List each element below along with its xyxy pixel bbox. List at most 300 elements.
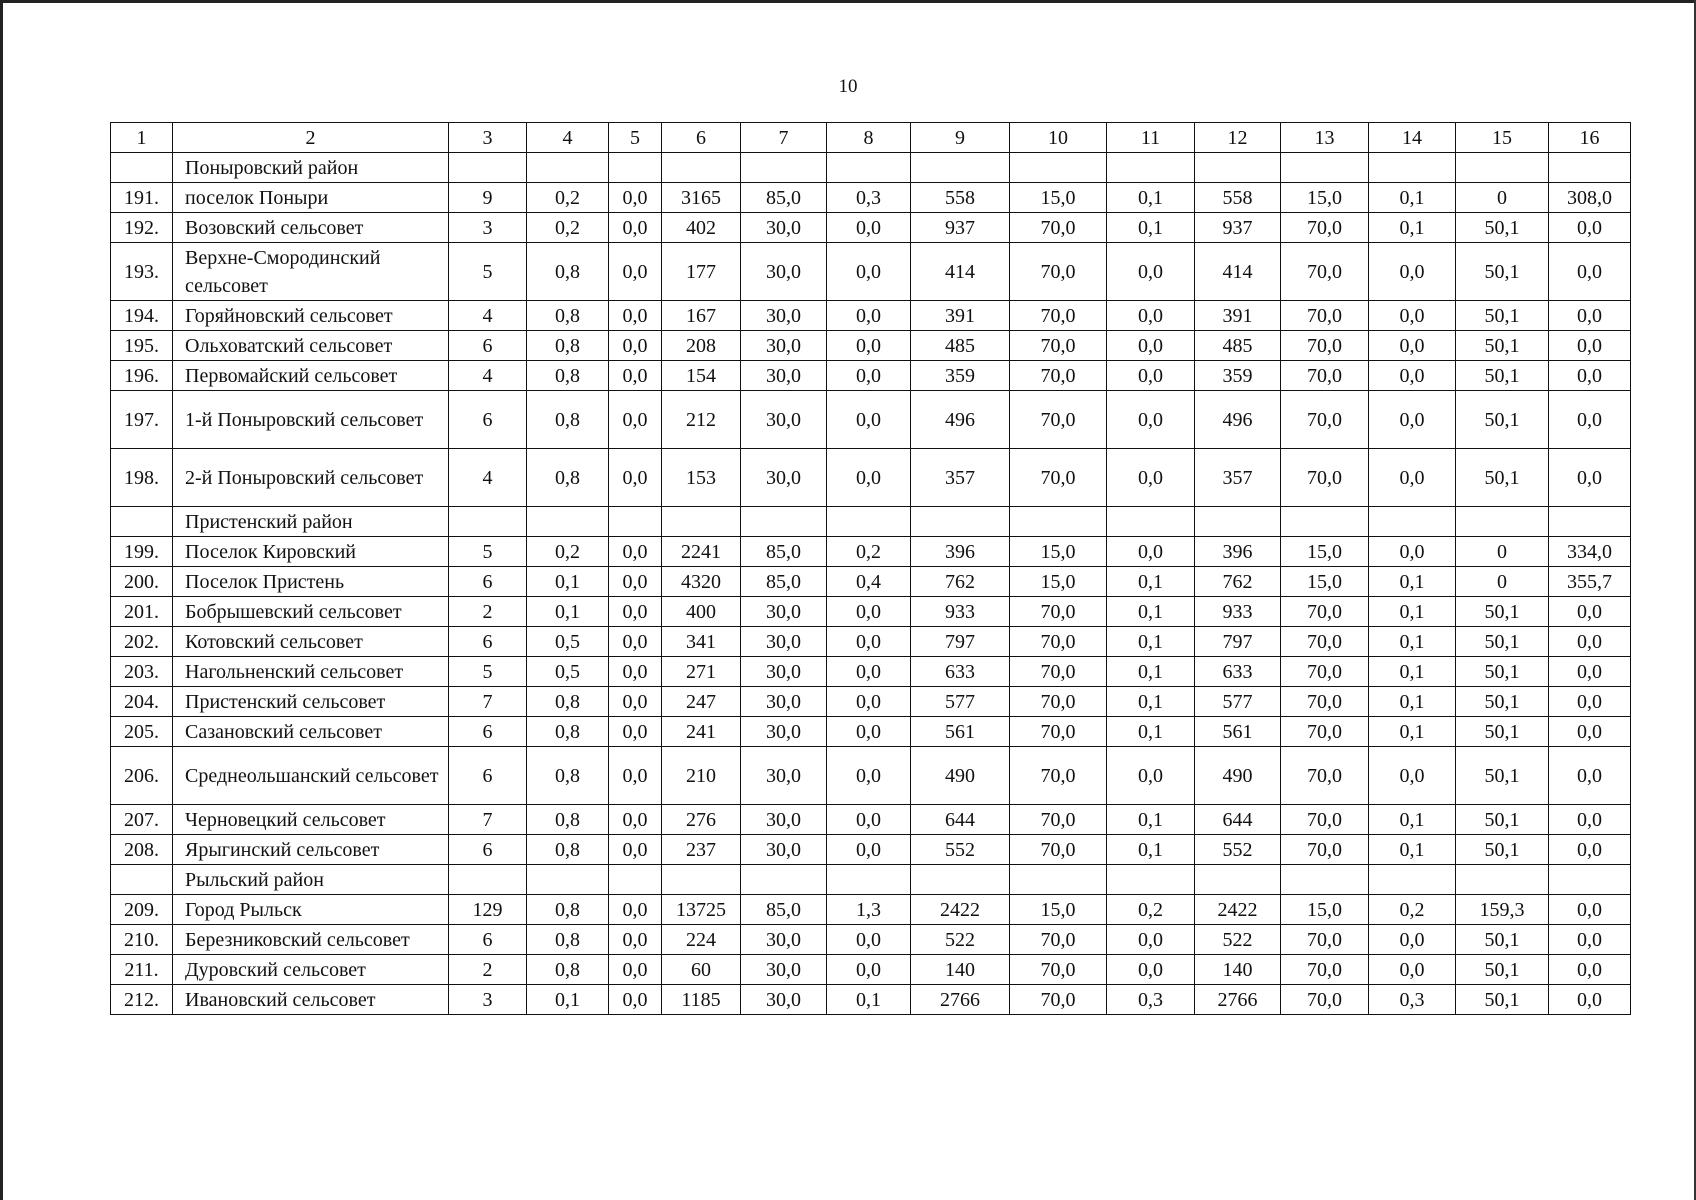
value-cell: 391 — [1195, 301, 1281, 331]
table-row — [111, 657, 1631, 687]
value-cell: 15,0 — [1281, 567, 1369, 597]
value-cell: 247 — [662, 687, 741, 717]
value-cell: 70,0 — [1010, 717, 1107, 747]
row-index-cell: 194. — [111, 301, 173, 331]
row-index-cell: 209. — [111, 895, 173, 925]
settlement-name-cell: Сазановский сельсовет — [173, 717, 449, 747]
value-cell: 30,0 — [741, 213, 827, 243]
row-index-cell: 204. — [111, 687, 173, 717]
column-number-cell: 1 — [111, 123, 173, 153]
value-cell: 496 — [1195, 391, 1281, 449]
value-cell: 70,0 — [1010, 213, 1107, 243]
empty-cell — [1195, 153, 1281, 183]
value-cell: 237 — [662, 835, 741, 865]
value-cell: 561 — [911, 717, 1010, 747]
column-number-cell: 15 — [1456, 123, 1549, 153]
value-cell: 140 — [911, 955, 1010, 985]
value-cell: 70,0 — [1281, 687, 1369, 717]
value-cell: 0,0 — [609, 243, 662, 301]
value-cell: 0,2 — [1107, 895, 1195, 925]
value-cell: 7 — [449, 687, 527, 717]
column-number-cell: 7 — [741, 123, 827, 153]
value-cell: 0,1 — [1369, 657, 1456, 687]
empty-cell — [1281, 153, 1369, 183]
value-cell: 154 — [662, 361, 741, 391]
value-cell: 50,1 — [1456, 391, 1549, 449]
value-cell: 50,1 — [1456, 597, 1549, 627]
value-cell: 0,1 — [1107, 627, 1195, 657]
empty-cell — [527, 507, 609, 537]
empty-cell — [911, 865, 1010, 895]
value-cell: 30,0 — [741, 955, 827, 985]
value-cell: 561 — [1195, 717, 1281, 747]
empty-cell — [1107, 153, 1195, 183]
value-cell: 402 — [662, 213, 741, 243]
value-cell: 30,0 — [741, 391, 827, 449]
column-number-cell: 12 — [1195, 123, 1281, 153]
value-cell: 0,8 — [527, 331, 609, 361]
value-cell: 762 — [911, 567, 1010, 597]
column-number-cell: 14 — [1369, 123, 1456, 153]
value-cell: 70,0 — [1010, 361, 1107, 391]
scan-border-left — [0, 0, 3, 1200]
value-cell: 396 — [1195, 537, 1281, 567]
value-cell: 2 — [449, 597, 527, 627]
value-cell: 30,0 — [741, 925, 827, 955]
value-cell: 208 — [662, 331, 741, 361]
value-cell: 558 — [1195, 183, 1281, 213]
table-row — [111, 925, 1631, 955]
value-cell: 0,0 — [1549, 213, 1631, 243]
row-index-cell: 196. — [111, 361, 173, 391]
value-cell: 933 — [1195, 597, 1281, 627]
value-cell: 391 — [911, 301, 1010, 331]
value-cell: 0,1 — [1369, 597, 1456, 627]
settlement-name-cell: Верхне-Смородинский сельсовет — [173, 243, 449, 301]
value-cell: 552 — [1195, 835, 1281, 865]
empty-cell — [1456, 153, 1549, 183]
value-cell: 2766 — [911, 985, 1010, 1015]
value-cell: 400 — [662, 597, 741, 627]
settlement-name-cell: Ольховатский сельсовет — [173, 331, 449, 361]
value-cell: 0,2 — [527, 213, 609, 243]
value-cell: 50,1 — [1456, 687, 1549, 717]
value-cell: 0,1 — [1369, 835, 1456, 865]
value-cell: 0,0 — [1369, 331, 1456, 361]
value-cell: 0,0 — [609, 657, 662, 687]
column-number-cell: 9 — [911, 123, 1010, 153]
value-cell: 0,2 — [527, 183, 609, 213]
value-cell: 0,0 — [827, 391, 911, 449]
settlement-name-cell: Пристенский сельсовет — [173, 687, 449, 717]
table-row — [111, 183, 1631, 213]
row-index-cell: 207. — [111, 805, 173, 835]
value-cell: 0,0 — [609, 835, 662, 865]
value-cell: 70,0 — [1281, 627, 1369, 657]
value-cell: 70,0 — [1010, 391, 1107, 449]
value-cell: 70,0 — [1010, 331, 1107, 361]
value-cell: 30,0 — [741, 243, 827, 301]
value-cell: 0,2 — [1369, 895, 1456, 925]
value-cell: 85,0 — [741, 183, 827, 213]
value-cell: 0,0 — [1549, 985, 1631, 1015]
empty-cell — [1010, 153, 1107, 183]
empty-cell — [827, 153, 911, 183]
table-row — [111, 567, 1631, 597]
value-cell: 0,0 — [1549, 747, 1631, 805]
district-row — [111, 507, 1631, 537]
settlement-name-cell: Дуровский сельсовет — [173, 955, 449, 985]
value-cell: 0,0 — [1549, 361, 1631, 391]
value-cell: 70,0 — [1010, 657, 1107, 687]
value-cell: 414 — [911, 243, 1010, 301]
value-cell: 0,1 — [1369, 717, 1456, 747]
settlement-name-cell: Поселок Кировский — [173, 537, 449, 567]
value-cell: 6 — [449, 717, 527, 747]
value-cell: 50,1 — [1456, 925, 1549, 955]
table-row — [111, 985, 1631, 1015]
value-cell: 633 — [1195, 657, 1281, 687]
empty-cell — [662, 865, 741, 895]
empty-cell — [1010, 507, 1107, 537]
value-cell: 70,0 — [1010, 805, 1107, 835]
value-cell: 0,0 — [827, 747, 911, 805]
value-cell: 70,0 — [1010, 449, 1107, 507]
value-cell: 2 — [449, 955, 527, 985]
value-cell: 30,0 — [741, 597, 827, 627]
settlement-name-cell: Бобрышевский сельсовет — [173, 597, 449, 627]
value-cell: 30,0 — [741, 805, 827, 835]
value-cell: 70,0 — [1010, 687, 1107, 717]
value-cell: 60 — [662, 955, 741, 985]
empty-cell — [827, 507, 911, 537]
column-number-cell: 11 — [1107, 123, 1195, 153]
value-cell: 0,0 — [827, 925, 911, 955]
table-row — [111, 627, 1631, 657]
value-cell: 276 — [662, 805, 741, 835]
value-cell: 0,0 — [609, 391, 662, 449]
column-number-cell: 10 — [1010, 123, 1107, 153]
table-row — [111, 301, 1631, 331]
value-cell: 7 — [449, 805, 527, 835]
value-cell: 70,0 — [1010, 835, 1107, 865]
value-cell: 30,0 — [741, 747, 827, 805]
row-index-cell: 197. — [111, 391, 173, 449]
value-cell: 241 — [662, 717, 741, 747]
table-row — [111, 835, 1631, 865]
value-cell: 0,5 — [527, 627, 609, 657]
value-cell: 644 — [1195, 805, 1281, 835]
value-cell: 85,0 — [741, 895, 827, 925]
value-cell: 153 — [662, 449, 741, 507]
value-cell: 70,0 — [1281, 391, 1369, 449]
settlement-name-cell: поселок Поныри — [173, 183, 449, 213]
value-cell: 129 — [449, 895, 527, 925]
row-index-cell: 200. — [111, 567, 173, 597]
value-cell: 30,0 — [741, 449, 827, 507]
value-cell: 224 — [662, 925, 741, 955]
value-cell: 0,3 — [1107, 985, 1195, 1015]
value-cell: 937 — [1195, 213, 1281, 243]
value-cell: 577 — [1195, 687, 1281, 717]
empty-cell — [827, 865, 911, 895]
value-cell: 0,8 — [527, 805, 609, 835]
value-cell: 558 — [911, 183, 1010, 213]
table-row — [111, 717, 1631, 747]
empty-cell — [1549, 507, 1631, 537]
value-cell: 4 — [449, 301, 527, 331]
row-index-cell: 201. — [111, 597, 173, 627]
value-cell: 0,0 — [1107, 955, 1195, 985]
value-cell: 414 — [1195, 243, 1281, 301]
value-cell: 0,0 — [1369, 361, 1456, 391]
value-cell: 50,1 — [1456, 747, 1549, 805]
district-row — [111, 865, 1631, 895]
value-cell: 633 — [911, 657, 1010, 687]
empty-cell — [1010, 865, 1107, 895]
data-table — [110, 122, 1631, 1015]
value-cell: 4 — [449, 361, 527, 391]
table-row — [111, 597, 1631, 627]
value-cell: 0,0 — [1549, 301, 1631, 331]
value-cell: 0,0 — [1369, 391, 1456, 449]
value-cell: 70,0 — [1281, 301, 1369, 331]
table-row — [111, 537, 1631, 567]
row-index-cell: 195. — [111, 331, 173, 361]
value-cell: 70,0 — [1010, 243, 1107, 301]
value-cell: 15,0 — [1010, 537, 1107, 567]
value-cell: 0,3 — [1369, 985, 1456, 1015]
value-cell: 70,0 — [1010, 301, 1107, 331]
column-number-cell: 16 — [1549, 123, 1631, 153]
value-cell: 0,1 — [1369, 627, 1456, 657]
settlement-name-cell: Среднеольшанский сельсовет — [173, 747, 449, 805]
empty-cell — [449, 153, 527, 183]
value-cell: 70,0 — [1281, 955, 1369, 985]
table-row — [111, 243, 1631, 301]
empty-cell — [1456, 507, 1549, 537]
value-cell: 0,1 — [1107, 805, 1195, 835]
value-cell: 496 — [911, 391, 1010, 449]
empty-cell — [449, 865, 527, 895]
value-cell: 0,2 — [827, 537, 911, 567]
value-cell: 0,4 — [827, 567, 911, 597]
value-cell: 1,3 — [827, 895, 911, 925]
value-cell: 0,0 — [1549, 657, 1631, 687]
value-cell: 212 — [662, 391, 741, 449]
value-cell: 0,1 — [1107, 835, 1195, 865]
value-cell: 50,1 — [1456, 449, 1549, 507]
value-cell: 355,7 — [1549, 567, 1631, 597]
value-cell: 359 — [1195, 361, 1281, 391]
value-cell: 0,0 — [827, 687, 911, 717]
value-cell: 0,0 — [609, 597, 662, 627]
empty-cell — [111, 865, 173, 895]
column-number-cell: 2 — [173, 123, 449, 153]
empty-cell — [1107, 507, 1195, 537]
value-cell: 0,0 — [1107, 537, 1195, 567]
table-row — [111, 449, 1631, 507]
value-cell: 0,0 — [609, 747, 662, 805]
row-index-cell: 211. — [111, 955, 173, 985]
settlement-name-cell: Ярыгинский сельсовет — [173, 835, 449, 865]
value-cell: 0,5 — [527, 657, 609, 687]
district-name: Пристенский район — [173, 507, 449, 537]
value-cell: 30,0 — [741, 657, 827, 687]
value-cell: 0,0 — [1549, 805, 1631, 835]
value-cell: 167 — [662, 301, 741, 331]
row-index-cell: 202. — [111, 627, 173, 657]
value-cell: 70,0 — [1281, 597, 1369, 627]
value-cell: 1185 — [662, 985, 741, 1015]
value-cell: 0,0 — [1549, 597, 1631, 627]
value-cell: 0,0 — [1549, 243, 1631, 301]
empty-cell — [741, 153, 827, 183]
value-cell: 0,0 — [1107, 747, 1195, 805]
value-cell: 341 — [662, 627, 741, 657]
table-row — [111, 805, 1631, 835]
column-number-cell: 13 — [1281, 123, 1369, 153]
settlement-name-cell: Черновецкий сельсовет — [173, 805, 449, 835]
value-cell: 5 — [449, 243, 527, 301]
value-cell: 30,0 — [741, 331, 827, 361]
value-cell: 0,8 — [527, 717, 609, 747]
value-cell: 0,1 — [527, 985, 609, 1015]
value-cell: 0,0 — [1369, 955, 1456, 985]
value-cell: 0,0 — [1549, 449, 1631, 507]
settlement-name-cell: Нагольненский сельсовет — [173, 657, 449, 687]
district-name: Рыльский район — [173, 865, 449, 895]
table-row — [111, 361, 1631, 391]
empty-cell — [527, 865, 609, 895]
value-cell: 70,0 — [1010, 747, 1107, 805]
value-cell: 0,0 — [1549, 955, 1631, 985]
row-index-cell: 193. — [111, 243, 173, 301]
value-cell: 0,0 — [1369, 301, 1456, 331]
value-cell: 0 — [1456, 537, 1549, 567]
value-cell: 0,1 — [1369, 183, 1456, 213]
column-number-row — [111, 123, 1631, 153]
value-cell: 3 — [449, 985, 527, 1015]
value-cell: 0,0 — [609, 717, 662, 747]
value-cell: 30,0 — [741, 985, 827, 1015]
value-cell: 0,8 — [527, 925, 609, 955]
value-cell: 3165 — [662, 183, 741, 213]
value-cell: 0,0 — [1549, 895, 1631, 925]
value-cell: 0,0 — [1107, 449, 1195, 507]
page-number: 10 — [838, 76, 858, 97]
column-number-cell: 5 — [609, 123, 662, 153]
value-cell: 70,0 — [1281, 985, 1369, 1015]
empty-cell — [1369, 507, 1456, 537]
value-cell: 0,0 — [1549, 835, 1631, 865]
value-cell: 0,0 — [609, 985, 662, 1015]
table-body — [111, 123, 1631, 1015]
district-name: Поныровский район — [173, 153, 449, 183]
column-number-cell: 6 — [662, 123, 741, 153]
value-cell: 85,0 — [741, 567, 827, 597]
value-cell: 70,0 — [1010, 985, 1107, 1015]
value-cell: 762 — [1195, 567, 1281, 597]
value-cell: 308,0 — [1549, 183, 1631, 213]
value-cell: 0,1 — [1107, 717, 1195, 747]
row-index-cell: 210. — [111, 925, 173, 955]
value-cell: 159,3 — [1456, 895, 1549, 925]
value-cell: 0,8 — [527, 835, 609, 865]
settlement-name-cell: 1-й Поныровский сельсовет — [173, 391, 449, 449]
settlement-name-cell: Возовский сельсовет — [173, 213, 449, 243]
value-cell: 4 — [449, 449, 527, 507]
table-row — [111, 213, 1631, 243]
value-cell: 0,0 — [609, 213, 662, 243]
value-cell: 0,0 — [827, 627, 911, 657]
value-cell: 0,0 — [1369, 747, 1456, 805]
empty-cell — [1549, 153, 1631, 183]
value-cell: 334,0 — [1549, 537, 1631, 567]
value-cell: 70,0 — [1281, 805, 1369, 835]
value-cell: 0,0 — [827, 301, 911, 331]
empty-cell — [662, 153, 741, 183]
value-cell: 0,0 — [609, 449, 662, 507]
value-cell: 0,0 — [1107, 301, 1195, 331]
table-row — [111, 747, 1631, 805]
value-cell: 5 — [449, 657, 527, 687]
value-cell: 70,0 — [1281, 747, 1369, 805]
settlement-name-cell: Первомайский сельсовет — [173, 361, 449, 391]
value-cell: 0,8 — [527, 687, 609, 717]
settlement-name-cell: Город Рыльск — [173, 895, 449, 925]
value-cell: 70,0 — [1010, 955, 1107, 985]
value-cell: 50,1 — [1456, 627, 1549, 657]
value-cell: 50,1 — [1456, 213, 1549, 243]
settlement-name-cell: Котовский сельсовет — [173, 627, 449, 657]
value-cell: 797 — [911, 627, 1010, 657]
value-cell: 0,1 — [1369, 687, 1456, 717]
value-cell: 4320 — [662, 567, 741, 597]
value-cell: 522 — [1195, 925, 1281, 955]
value-cell: 0,0 — [827, 597, 911, 627]
value-cell: 485 — [911, 331, 1010, 361]
value-cell: 50,1 — [1456, 985, 1549, 1015]
empty-cell — [1107, 865, 1195, 895]
value-cell: 0,0 — [1549, 925, 1631, 955]
value-cell: 30,0 — [741, 835, 827, 865]
empty-cell — [1369, 865, 1456, 895]
value-cell: 6 — [449, 567, 527, 597]
value-cell: 0,1 — [1369, 567, 1456, 597]
value-cell: 0,1 — [527, 597, 609, 627]
value-cell: 0,0 — [1549, 627, 1631, 657]
value-cell: 0,0 — [1369, 925, 1456, 955]
value-cell: 797 — [1195, 627, 1281, 657]
value-cell: 0,0 — [609, 537, 662, 567]
value-cell: 15,0 — [1010, 895, 1107, 925]
value-cell: 70,0 — [1281, 835, 1369, 865]
value-cell: 0,0 — [827, 213, 911, 243]
value-cell: 0,0 — [827, 331, 911, 361]
value-cell: 933 — [911, 597, 1010, 627]
value-cell: 70,0 — [1281, 243, 1369, 301]
value-cell: 50,1 — [1456, 301, 1549, 331]
value-cell: 0,8 — [527, 747, 609, 805]
value-cell: 0,0 — [827, 955, 911, 985]
value-cell: 2422 — [1195, 895, 1281, 925]
value-cell: 0,0 — [609, 361, 662, 391]
value-cell: 0,0 — [1549, 717, 1631, 747]
value-cell: 6 — [449, 627, 527, 657]
value-cell: 6 — [449, 925, 527, 955]
value-cell: 0,1 — [1107, 657, 1195, 687]
